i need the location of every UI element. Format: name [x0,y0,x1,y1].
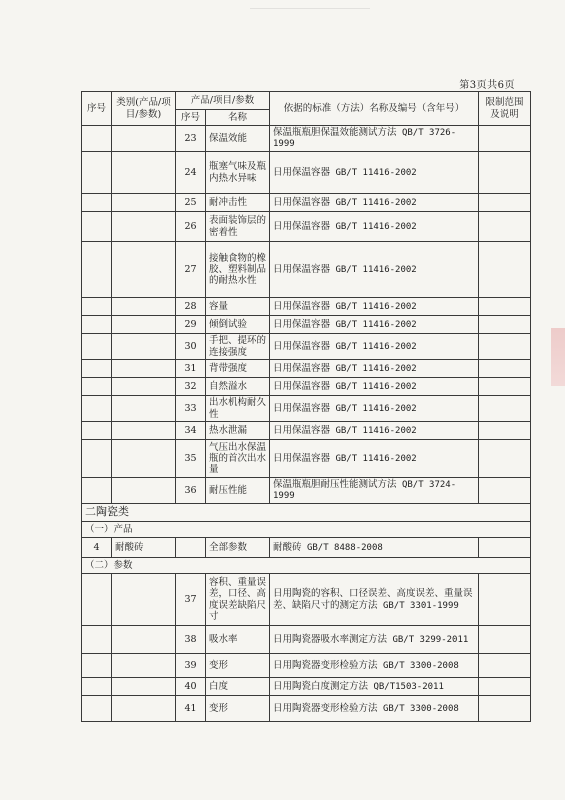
item-no: 24 [176,152,206,194]
item-standard: 日用陶瓷白度测定方法 QB/T1503-2011 [270,678,479,696]
item-standard: 日用保温容器 GB/T 11416-2002 [270,440,479,478]
item-no: 40 [176,678,206,696]
item-no: 36 [176,478,206,504]
item-name: 白度 [206,678,270,696]
product-standard: 耐酸砖 GB/T 8488-2008 [270,538,479,558]
item-standard: 保温瓶瓶胆保温效能测试方法 QB/T 3726-1999 [270,126,479,152]
item-no: 32 [176,378,206,396]
red-seal-fragment [551,328,565,386]
item-standard: 日用陶瓷的容积、口径误差、高度误差、重量误差、缺陷尺寸的测定方法 GB/T 3301-1999 [270,574,479,626]
section-ceramics-title: 二陶瓷类 [82,504,531,522]
product-seq: 4 [82,538,112,558]
subsection-params-title: （二）参数 [82,558,531,574]
table-row [82,440,531,478]
item-no: 30 [176,334,206,360]
item-no: 33 [176,396,206,422]
product-category: 耐酸砖 [112,538,176,558]
item-name: 保温效能 [206,126,270,152]
table-row [82,298,531,316]
item-no: 26 [176,212,206,242]
item-standard: 日用保温容器 GB/T 11416-2002 [270,152,479,194]
table-row [82,396,531,422]
table-row [82,334,531,360]
item-standard: 日用保温容器 GB/T 11416-2002 [270,212,479,242]
table-row [82,478,531,504]
table-row [82,574,531,626]
table-body-ceramics-heading [82,504,531,574]
item-name: 吸水率 [206,626,270,654]
table-body-ceramics [82,574,531,722]
item-name: 背带强度 [206,360,270,378]
table-row [82,152,531,194]
item-name: 倾倒试验 [206,316,270,334]
table-row [82,422,531,440]
page-number: 第3页共6页 [459,80,515,91]
item-name: 表面装饰层的密着性 [206,212,270,242]
item-no: 38 [176,626,206,654]
table-row [82,654,531,678]
faint-bleedthrough [250,8,370,49]
item-standard: 日用保温容器 GB/T 11416-2002 [270,360,479,378]
item-name: 接触食物的橡胶、塑料制品的耐热水性 [206,242,270,298]
item-name: 容积、重量误差，口径、高度误差缺陷尺寸 [206,574,270,626]
header-seq: 序号 [82,92,112,126]
table-row [82,626,531,654]
table-row [82,316,531,334]
item-name: 耐冲击性 [206,194,270,212]
header-limits: 限制范围及说明 [479,92,531,126]
item-name: 自然溢水 [206,378,270,396]
table-row [82,378,531,396]
item-no: 25 [176,194,206,212]
subsection-product-title: （一）产品 [82,522,531,538]
item-standard: 日用保温容器 GB/T 11416-2002 [270,396,479,422]
item-name: 耐压性能 [206,478,270,504]
item-name: 手把、提环的连接强度 [206,334,270,360]
item-standard: 日用保温容器 GB/T 11416-2002 [270,242,479,298]
item-standard: 日用保温容器 GB/T 11416-2002 [270,194,479,212]
item-no: 28 [176,298,206,316]
item-name: 出水机构耐久性 [206,396,270,422]
item-name: 气压出水保温瓶的首次出水量 [206,440,270,478]
item-name: 变形 [206,654,270,678]
item-no: 27 [176,242,206,298]
item-standard: 日用陶瓷器变形检验方法 GB/T 3300-2008 [270,654,479,678]
table-row [82,194,531,212]
header-standard: 依据的标准（方法）名称及编号（含年号） [270,92,479,126]
item-standard: 日用保温容器 GB/T 11416-2002 [270,378,479,396]
header-sub-seq: 序号 [176,110,206,126]
table-row [82,212,531,242]
item-no: 29 [176,316,206,334]
item-standard: 日用保温容器 GB/T 11416-2002 [270,422,479,440]
item-standard: 日用陶瓷器变形检验方法 GB/T 3300-2008 [270,696,479,722]
item-name: 容量 [206,298,270,316]
product-name: 全部参数 [206,538,270,558]
table-row [82,678,531,696]
item-name: 变形 [206,696,270,722]
item-standard: 日用保温容器 GB/T 11416-2002 [270,316,479,334]
header-product-group: 产品/项目/参数 [176,92,270,110]
item-no: 35 [176,440,206,478]
item-no: 34 [176,422,206,440]
item-standard: 日用保温容器 GB/T 11416-2002 [270,334,479,360]
item-no: 37 [176,574,206,626]
item-no: 39 [176,654,206,678]
item-no: 31 [176,360,206,378]
item-standard: 日用保温容器 GB/T 11416-2002 [270,298,479,316]
table-row [82,360,531,378]
table-header [82,92,531,126]
table-row [82,126,531,152]
item-no: 23 [176,126,206,152]
table-row [82,242,531,298]
table-row [82,696,531,722]
table-row [82,538,531,558]
item-no: 41 [176,696,206,722]
item-standard: 日用陶瓷器吸水率测定方法 GB/T 3299-2011 [270,626,479,654]
standards-table [81,91,531,722]
item-name: 热水泄漏 [206,422,270,440]
header-category: 类别(产品/项目/参数) [112,92,176,126]
table-body-thermos [82,126,531,504]
item-name: 瓶塞气味及瓶内热水异味 [206,152,270,194]
header-sub-name: 名称 [206,110,270,126]
item-standard: 保温瓶瓶胆耐压性能测试方法 QB/T 3724-1999 [270,478,479,504]
